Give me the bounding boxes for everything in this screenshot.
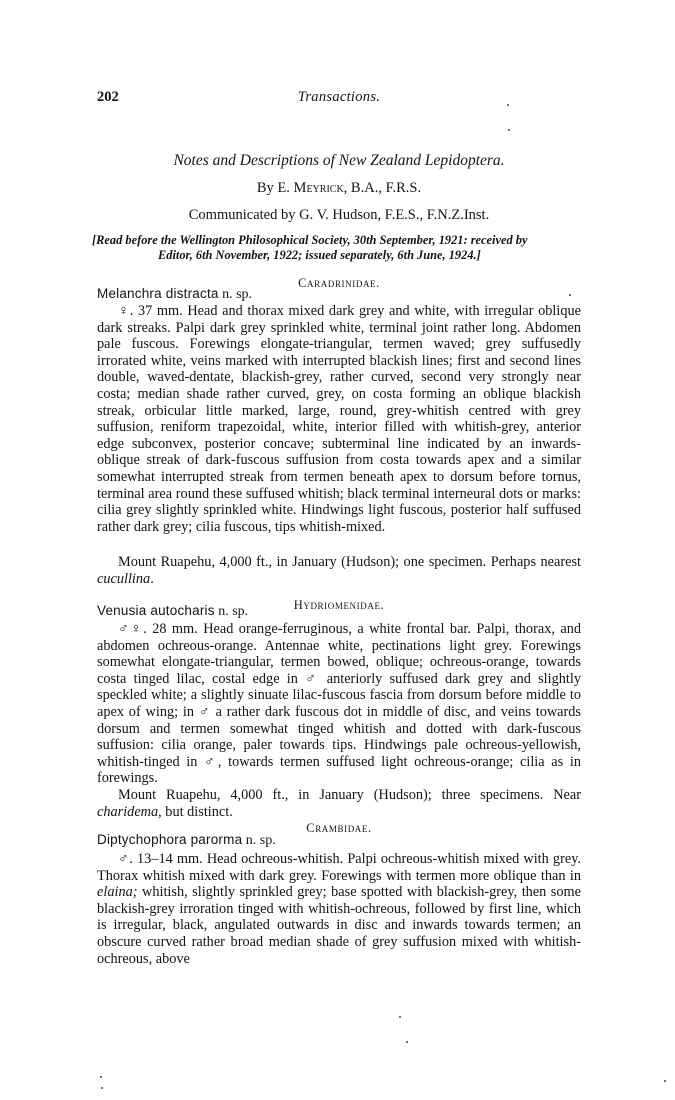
read-note <box>92 233 588 263</box>
page-header <box>97 89 581 109</box>
locality-text: Mount Ruapehu, 4,000 ft., in January (Hudson); three specimens. Near <box>118 787 581 803</box>
page-number: 202 <box>97 89 119 105</box>
speck <box>101 1087 103 1089</box>
locality-melanchra <box>97 554 581 587</box>
speck <box>569 294 571 296</box>
byline <box>97 180 581 197</box>
description-melanchra: ♀. 37 mm. Head and thorax mixed dark grey and white, with irregular oblique dark streaks. Palpi dark grey sprinkled white, terminal joint rather long. Abdomen pale fuscous. Forewings elongate-triangular, termen waved; grey suffusedly irrorated white, veins marked with interrupted blackish lines; first and second lines double, waved-dentate, blackish-grey, rather curved, second very strongly near costa; median shade rather curved, grey, on costa forming an oblique blackish streak, orbicular little marked, large, round, grey-whitish centred with grey suffusion, reniform trapezoidal, white, interior filled with whitish-grey, anterior edge subconvex, posterior concave; subterminal line indicated by an inwards-oblique streak of dark-fuscous suffusion from costa towards apex and a similar somewhat interrupted streak from termen beneath apex to dorsum before tornus, terminal area round these suffused whitish; black terminal interneural dots or marks: cilia grey slightly sprinkled white. Hindwings light fuscous, posterior half suffused rather dark grey; cilia fuscous, tips whitish-mixed. <box>97 303 581 535</box>
family-heading-hydriomenidae: Hydriomenidae. <box>293 598 385 612</box>
author-degrees: , B.A., F.R.S. <box>343 180 422 196</box>
author-name: E. Meyrick <box>277 180 344 196</box>
description-venusia: ♂♀. 28 mm. Head orange-ferruginous, a white frontal bar. Palpi, thorax, and abdomen ochreous-orange. Antennae white, pectinations light grey. Forewings somewhat elongate-triangular, termen bowed, oblique; ochreous-orange, towards costa tinged lilac, costal edge in ♂ anteriorly suffused dark grey and slightly speckled white; a slightly sinuate lilac-fuscous fascia from dorsum before middle to apex of wing; in ♂ a rather dark fuscous dot in middle of disc, and veins towards dorsum and termen somewhat tinged whitish and dotted with dark-fuscous suffusion: cilia orange, paler towards tips. Hindwings pale ochreous-yellowish, whitish-tinged in ♂, towards termen suffused light ochreous-orange; cilia as in forewings. <box>97 621 581 787</box>
article-title: Notes and Descriptions of New Zealand Lepidoptera. <box>173 152 505 169</box>
species-name: Venusia autocharis <box>97 603 215 618</box>
read-note-line-1: [Read before the Wellington Philosophical Society, 30th September, 1921: received by <box>92 233 528 247</box>
read-note-line-2: Editor, 6th November, 1922; issued separately, 6th June, 1924.] <box>158 248 481 262</box>
family-heading-crambidae: Crambidae. <box>306 821 372 835</box>
speck <box>399 1016 401 1018</box>
speck <box>507 104 509 106</box>
speck <box>100 1076 102 1078</box>
species-heading-melanchra <box>97 286 252 303</box>
description-part-b: whitish, slightly sprinkled grey; base spotted with blackish-grey, then some blackish-grey irroration tinged with whitish-ochreous, followed by first line, which is irregular, black, angulated outwards in disc and inwards towards termen; an obscure curved rather broad median shade of grey suffusion mixed with whitish-ochreous, above <box>97 884 581 967</box>
communicated-by: Communicated by G. V. Hudson, F.E.S., F.N.Z.Inst. <box>188 207 490 223</box>
locality-end: . <box>150 570 154 587</box>
locality-text: Mount Ruapehu, 4,000 ft., in January (Hudson); one specimen. Perhaps nearest <box>118 554 581 570</box>
speck <box>406 1041 408 1043</box>
species-suffix: n. sp. <box>218 287 253 302</box>
speck <box>664 1080 666 1082</box>
species-suffix: n. sp. <box>214 604 249 619</box>
description-italic: elaina; <box>97 884 138 901</box>
locality-italic-name: charidema <box>97 803 159 820</box>
locality-end: , but distinct. <box>158 803 233 820</box>
species-suffix: n. sp. <box>242 833 276 848</box>
species-name: Melanchra distracta <box>97 286 219 301</box>
byline-prefix: By <box>256 180 274 196</box>
family-heading-caradrinidae: Caradrinidae. <box>298 276 380 290</box>
description-diptychophora <box>97 851 581 967</box>
description-part-a: ♂. 13–14 mm. Head ochreous-whitish. Palpi ochreous-whitish mixed with grey. Thorax whitish mixed with dark grey. Forewings with termen more oblique than in <box>97 851 581 884</box>
species-heading-venusia <box>97 603 248 620</box>
locality-italic-name: cucullina <box>97 570 151 587</box>
running-title: Transactions. <box>297 89 381 105</box>
species-heading-diptychophora <box>97 832 276 849</box>
species-name: Diptychophora parorma <box>97 832 243 847</box>
locality-venusia <box>97 787 581 820</box>
speck <box>508 129 510 131</box>
